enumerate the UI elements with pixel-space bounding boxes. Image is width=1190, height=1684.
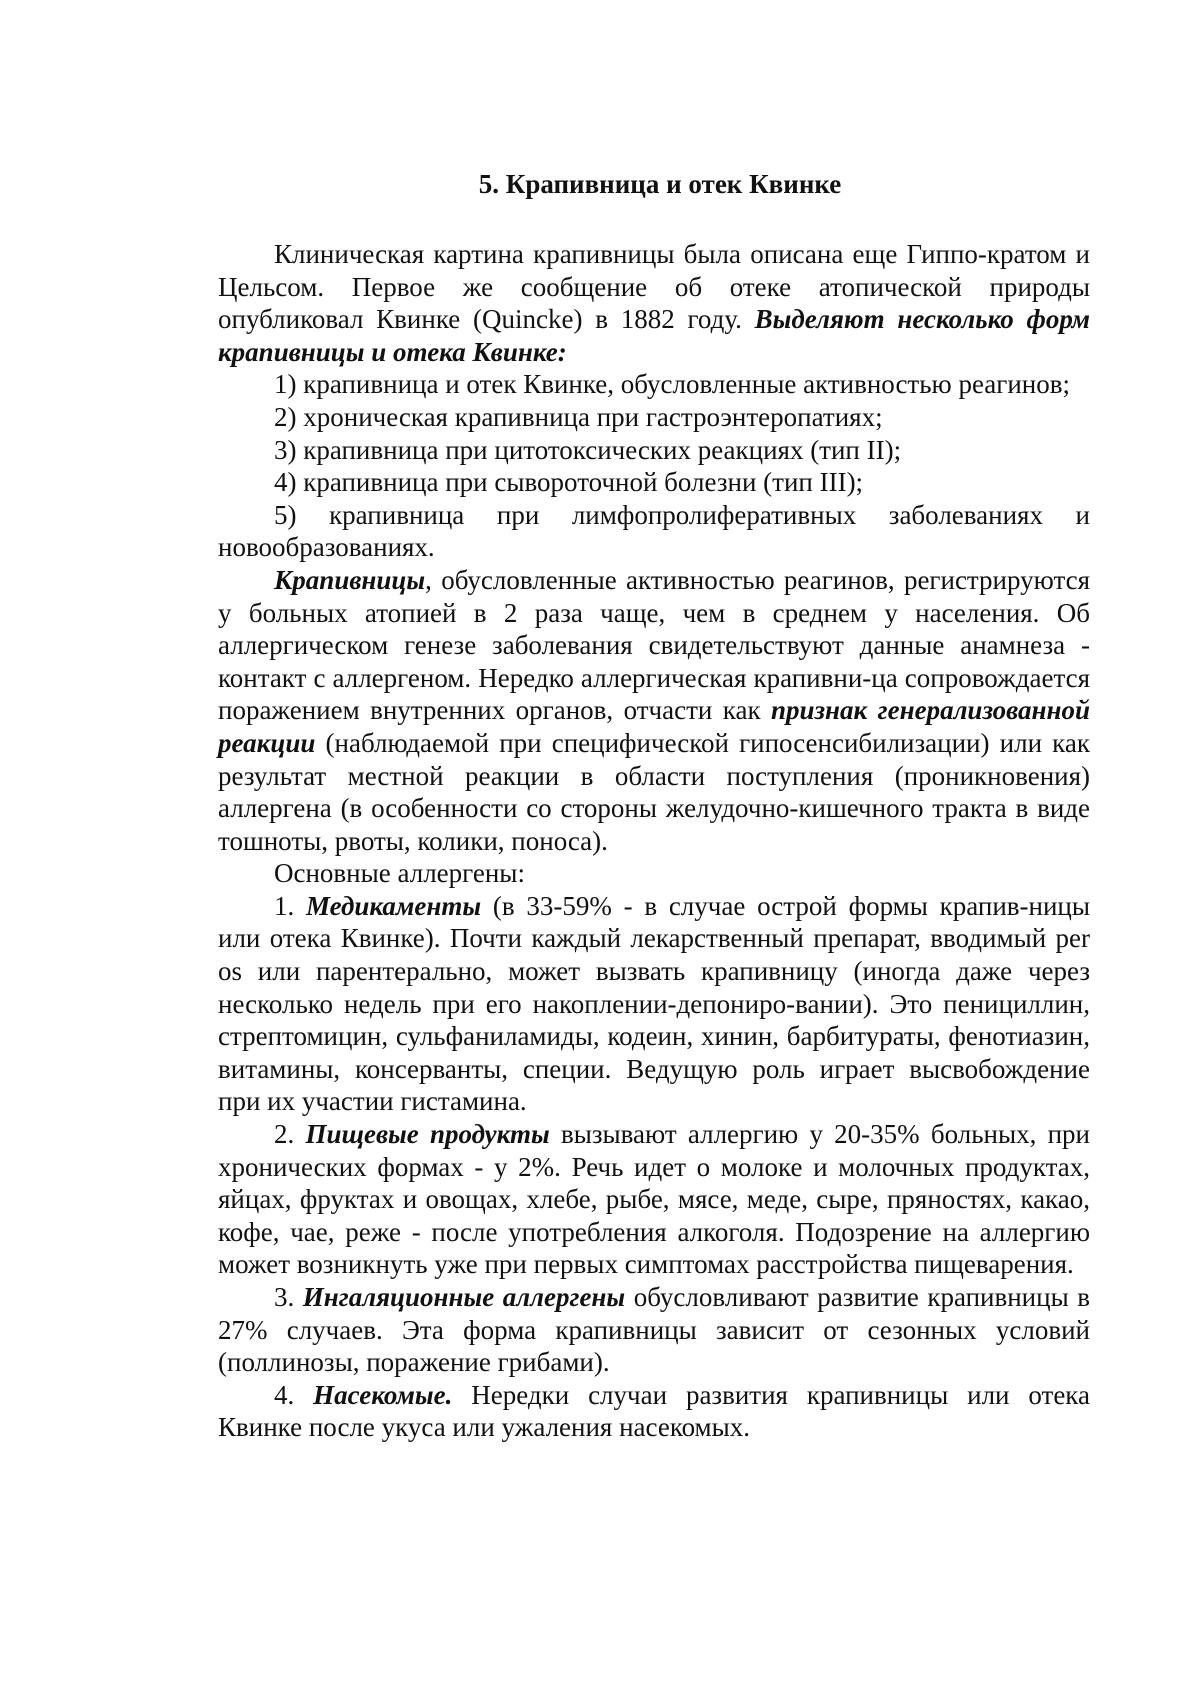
allergen-text: обусловливают развитие крапивницы в 27% случаев. Эта форма крапивницы зависит от сезонных условий (поллинозы, поражение грибами).	[218, 1282, 1091, 1378]
form-item-1: 1) крапивница и отек Квинке, обусловленные активностью реагинов;	[274, 369, 1070, 400]
allergen-number: 3.	[274, 1282, 303, 1312]
form-item-4: 4) крапивница при сывороточной болезни (тип III);	[274, 467, 864, 498]
allergen-item-3	[218, 1281, 1090, 1379]
document-page	[218, 168, 1090, 1444]
allergen-emphasis: Пищевые продукты	[305, 1119, 550, 1150]
form-item-5: 5) крапивница при лимфопролиферативных заболеваниях и новообразованиях.	[218, 499, 1090, 563]
intro-text: Клиническая картина крапивницы была описана еще Гиппо-кратом и Цельсом. Первое же сообщение об отеке атопической природы опубликовал Квинке (Quincke) в 1882 году.	[218, 239, 1090, 335]
allergen-text: (в 33-59% - в случае острой формы крапив-ницы или отека Квинке). Почти каждый лекарственный препарат, вводимый per os или парентерально, может вызвать крапивницу (иногда даже через несколько недель при его накоплении-депониро-вании). Это пенициллин, стрептомицин, сульфаниламиды, кодеин, хинин, барбитураты, фенотиазин, витамины, консерванты, специи. Ведущую роль играет высвобождение при их участии гистамина.	[218, 890, 1091, 1117]
allergen-number: 1.	[274, 890, 307, 921]
allergen-emphasis: Ингаляционные аллергены	[302, 1282, 626, 1312]
reagin-text-2: (наблюдаемой при специфической гипосенсибилизации) или как результат местной реакции в области поступления (проникновения) аллергена (в особенности со стороны желудочно-кишечного тракта в виде тошноты, рвоты, колики, поноса).	[218, 727, 1090, 856]
allergen-emphasis: Медикаменты	[306, 890, 482, 921]
allergen-text: вызывают аллергию у 20-35% больных, при хронических формах - у 2%. Речь идет о молоке и молочных продуктах, яйцах, фруктах и овощах, хлебе, рыбе, мясе, меде, сыре, пряностях, какао, кофе, чае, реже - после употребления алкоголя. Подозрение на аллергию может возникнуть уже при первых симптомах расстройства пищеварения.	[218, 1119, 1091, 1280]
intro-emphasis: Выделяют несколько форм крапивницы и отека Квинке:	[218, 304, 1091, 367]
allergens-heading: Основные аллергены:	[274, 858, 525, 889]
form-item-2: 2) хроническая крапивница при гастроэнтеропатиях;	[274, 401, 883, 432]
allergen-item-1	[218, 890, 1090, 1118]
reagin-emphasis-1: Крапивницы	[274, 564, 426, 595]
allergen-number: 4.	[274, 1379, 314, 1410]
allergen-emphasis: Насекомые.	[313, 1379, 453, 1410]
intro-paragraph	[218, 238, 1090, 368]
reagin-text-1: , обусловленные активностью реагинов, регистрируются у больных атопией в 2 раза чаще, чем в среднем у населения. Об аллергическом генезе заболевания свидетельствуют данные анамнеза - контакт с аллергеном. Нередко аллергическая крапивни-ца сопровождается поражением внутренних органов, отчасти как	[218, 564, 1090, 726]
allergen-item-2	[218, 1118, 1090, 1281]
form-item-3: 3) крапивница при цитотоксических реакциях (тип II);	[274, 434, 902, 465]
section-title: 5. Крапивница и отек Квинке	[478, 169, 842, 199]
allergen-number: 2.	[274, 1119, 306, 1150]
allergen-text: Нередки случаи развития крапивницы или отека Квинке после укуса или ужаления насекомых.	[218, 1379, 1091, 1443]
reagin-emphasis-2: признак генерализованной реакции	[218, 695, 1090, 758]
reagin-paragraph	[218, 564, 1090, 857]
allergen-item-4	[218, 1379, 1090, 1444]
